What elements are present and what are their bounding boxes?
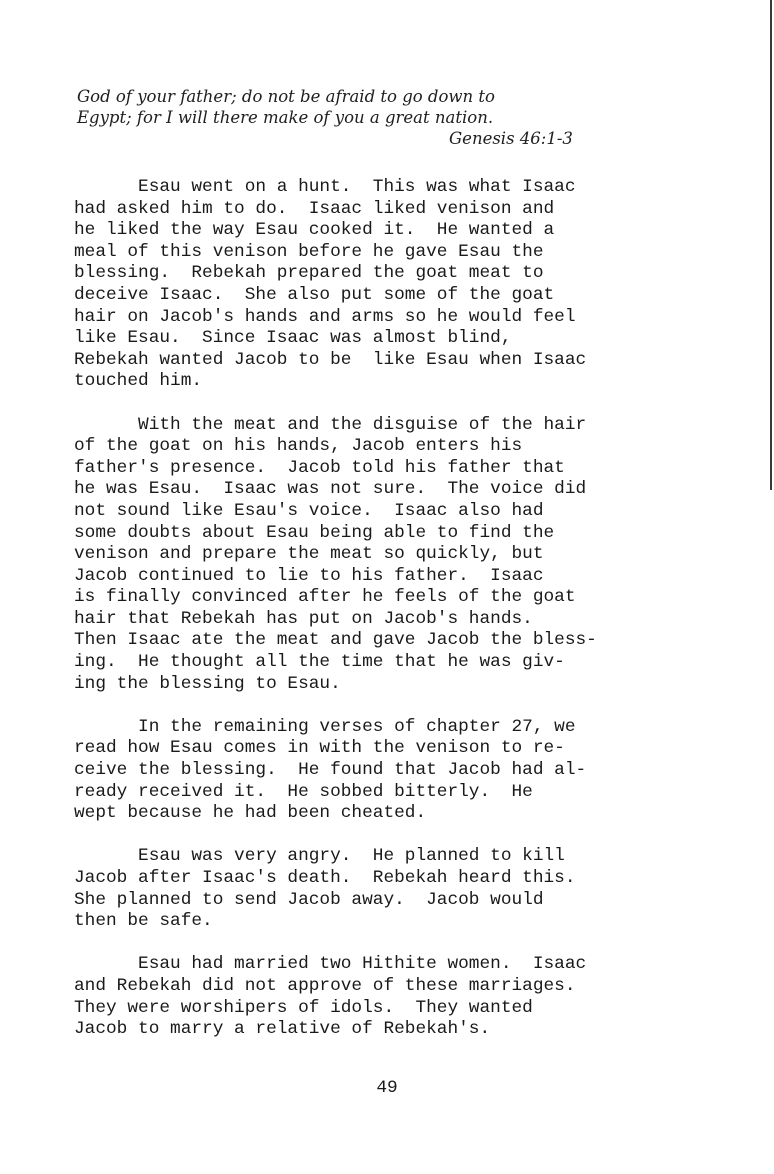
text-line: Rebekah wanted Jacob to be like Esau when Isaac (74, 349, 587, 370)
text-line: wept because he had been cheated. (74, 803, 427, 824)
text-line: She planned to send Jacob away. Jacob would (74, 889, 544, 910)
text-line: Then Isaac ate the meat and gave Jacob the bless- (74, 630, 597, 651)
text-line: is finally convinced after he feels of the goat (74, 587, 576, 608)
text-line: Esau had married two Hithite women. Isaac (74, 954, 587, 975)
text-line: hair on Jacob's hands and arms so he would feel (74, 306, 576, 327)
text-line: Jacob continued to lie to his father. Isaac (74, 565, 544, 586)
text-line: Esau went on a hunt. This was what Isaac (74, 177, 576, 197)
paragraph (74, 717, 734, 825)
page-number: 49 (376, 1078, 398, 1098)
text-line: Jacob to marry a relative of Rebekah's. (74, 1019, 491, 1040)
text-line: like Esau. Since Isaac was almost blind, (74, 328, 512, 349)
text-line: They were worshipers of idols. They wanted (74, 997, 533, 1018)
text-line: hair that Rebekah has put on Jacob's hands. (74, 608, 533, 629)
text-line: touched him. (74, 371, 203, 392)
text-line: meal of this venison before he gave Esau the (74, 241, 544, 262)
text-line: then be safe. (74, 911, 213, 932)
text-line: read how Esau comes in with the venison to re- (74, 738, 565, 759)
quote-line: God of your father; do not be afraid to go down to (77, 87, 495, 106)
text-line: he was Esau. Isaac was not sure. The voice did (74, 479, 587, 500)
text-line: and Rebekah did not approve of these marriages. (74, 975, 576, 996)
quote-line: Egypt; for I will there make of you a great nation. (77, 108, 494, 127)
text-line: he liked the way Esau cooked it. He wanted a (74, 220, 555, 241)
text-line: ing. He thought all the time that he was giv- (74, 652, 565, 673)
text-line: had asked him to do. Isaac liked venison and (74, 198, 555, 219)
text-line: In the remaining verses of chapter 27, we (74, 716, 576, 737)
paragraph (74, 415, 734, 696)
paragraph (74, 846, 734, 932)
text-line: venison and prepare the meat so quickly, but (74, 544, 544, 565)
text-line: blessing. Rebekah prepared the goat meat to (74, 263, 544, 284)
quote-citation: Genesis 46:1-3 (449, 129, 573, 148)
text-line: father's presence. Jacob told his father that (74, 457, 565, 478)
text-line: some doubts about Esau being able to find the (74, 522, 555, 543)
scripture-quote (77, 86, 677, 149)
text-line: Jacob after Isaac's death. Rebekah heard this. (74, 868, 576, 888)
body-text (74, 177, 734, 1062)
text-line: not sound like Esau's voice. Isaac also had (74, 500, 544, 521)
text-line: ready received it. He sobbed bitterly. He (74, 781, 533, 802)
text-line: ing the blessing to Esau. (74, 673, 341, 694)
paragraph (74, 177, 734, 393)
text-line: ceive the blessing. He found that Jacob had al- (74, 760, 587, 781)
page-edge-line (770, 0, 772, 490)
text-line: of the goat on his hands, Jacob enters his (74, 436, 523, 457)
paragraph (74, 954, 734, 1040)
text-line: With the meat and the disguise of the hair (74, 414, 587, 435)
text-line: Esau was very angry. He planned to kill (74, 846, 565, 867)
text-line: deceive Isaac. She also put some of the goat (74, 284, 555, 305)
